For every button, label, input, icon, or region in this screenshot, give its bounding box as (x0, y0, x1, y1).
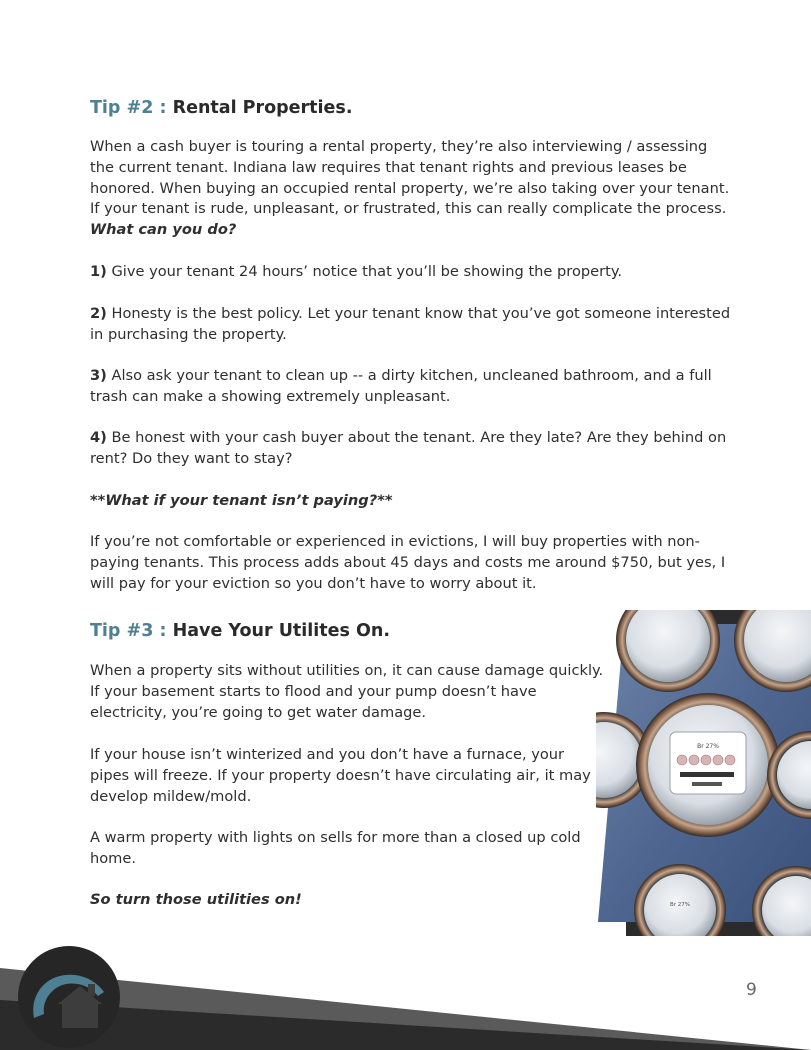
tip2-step-3 (90, 366, 735, 408)
tip3-paragraph-3: A warm property with lights on sells for more than a closed up cold home. (90, 829, 581, 867)
step-text: Honesty is the best policy. Let your tenant know that you’ve got someone interested in purchasing the property. (90, 305, 731, 343)
tip2-question: **What if your tenant isn’t paying?** (90, 492, 393, 509)
step-text: Also ask your tenant to clean up -- a dirty kitchen, uncleaned bathroom, and a full trash can make a showing extremely unpleasant. (90, 367, 712, 405)
meter-label: Br 27% (669, 902, 691, 908)
house-roof-logo (18, 946, 120, 1048)
step-number: 2) (90, 305, 107, 322)
tip2-heading (90, 98, 352, 118)
tip2-intro (90, 137, 735, 241)
tip2-intro-text: When a cash buyer is touring a rental property, they’re also interviewing / assessing the current tenant. Indiana law requires that tenant rights and previous leases be honored. When buying an occupied rental property, we’re also taking over your tenant. If your tenant is rude, unpleasant, or frustrated, this can really complicate the process. (90, 138, 730, 218)
tip2-step-1 (90, 262, 735, 283)
tip3-closing: So turn those utilities on! (90, 891, 302, 908)
meter-label: Br 27% (697, 743, 719, 750)
tip3-number: Tip #3 : (90, 621, 167, 641)
tip2-step-4 (90, 428, 735, 470)
footer-band-dark (0, 1000, 811, 1050)
tip2-title: Rental Properties. (172, 98, 353, 118)
tip2-number: Tip #2 : (90, 98, 167, 118)
electric-meters-photo (596, 610, 811, 936)
page-number: 9 (746, 980, 757, 1000)
logo-chimney (88, 984, 95, 996)
tip3-title: Have Your Utilites On. (172, 621, 390, 641)
tip3-paragraph-2: If your house isn’t winterized and you don’t have a furnace, your pipes will freeze. If your property doesn’t have circulating air, it may develop mildew/mold. (90, 746, 591, 805)
tip3-paragraph-1: When a property sits without utilities on, it can cause damage quickly. If your basement starts to flood and your pump doesn’t have electricity, you’re going to get water damage. (90, 662, 604, 721)
step-text: Be honest with your cash buyer about the tenant. Are they late? Are they behind on rent? Do they want to stay? (90, 429, 727, 467)
step-number: 1) (90, 263, 107, 280)
meter-center (636, 693, 780, 837)
footer-bands (0, 940, 811, 1050)
tip2-step-2 (90, 304, 735, 346)
tip2-answer: If you’re not comfortable or experienced in evictions, I will buy properties with non-paying tenants. This process adds about 45 days and costs me around $750, but yes, I will pay for your eviction so you don’t have to worry about it. (90, 533, 726, 592)
step-number: 3) (90, 367, 107, 384)
tip2-intro-emphasis: What can you do? (90, 221, 237, 239)
tip3-heading (90, 621, 390, 641)
step-number: 4) (90, 429, 107, 446)
step-text: Give your tenant 24 hours’ notice that you’ll be showing the property. (111, 263, 623, 280)
